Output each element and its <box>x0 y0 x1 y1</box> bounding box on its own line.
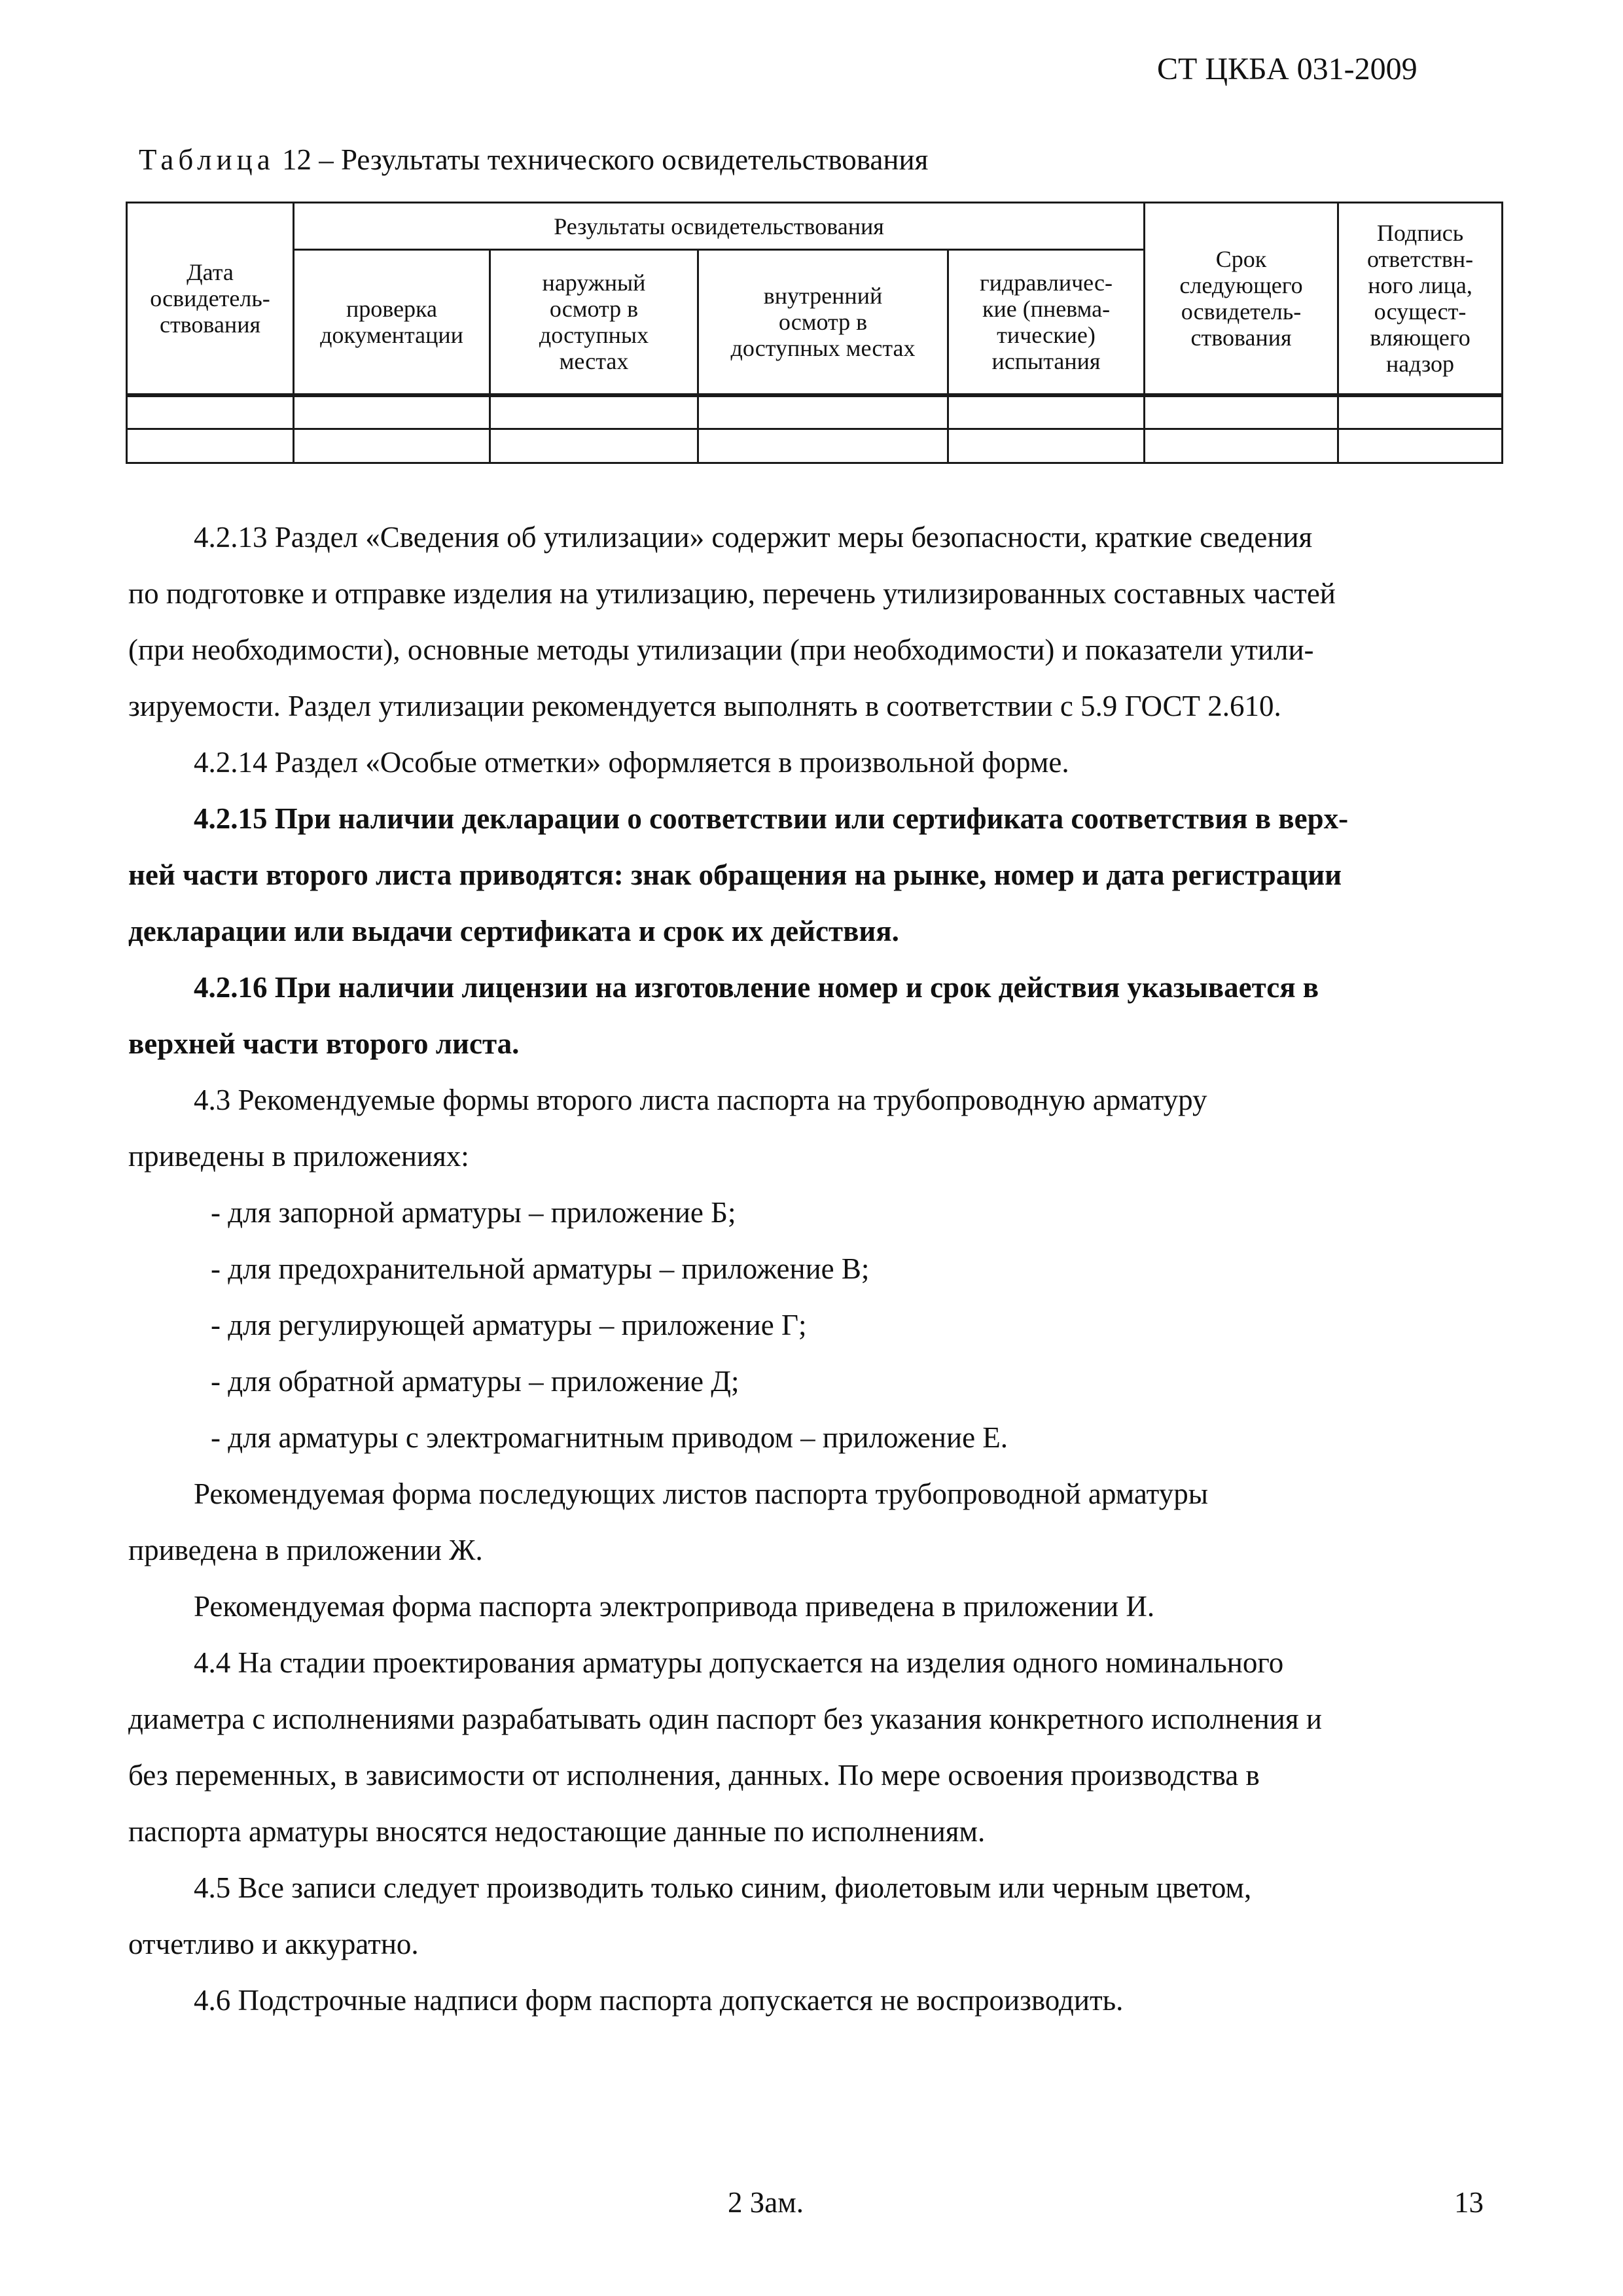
document-code: СТ ЦКБА 031-2009 <box>1157 52 1418 86</box>
change-note: 2 Зам. <box>728 2186 804 2219</box>
column-group-results: Результаты освидетельствования <box>294 203 1145 250</box>
paragraph-line: без переменных, в зависимости от исполнения, данных. По мере освоения производства в <box>128 1759 1260 1792</box>
paragraph-4-2-13 <box>128 509 1500 734</box>
paragraph-4-6 <box>128 1972 1500 2028</box>
table-cell <box>127 429 294 463</box>
table-cell <box>1338 395 1503 429</box>
paragraph-line: 4.2.16 При наличии лицензии на изготовление номер и срок действия указывается в <box>194 971 1319 1004</box>
column-header-next-inspection: Срок следующего освидетель- ствования <box>1145 203 1338 395</box>
column-header-external-inspection: наружный осмотр в доступных местах <box>490 250 698 395</box>
paragraph-line: декларации или выдачи сертификата и срок их действия. <box>128 915 899 947</box>
paragraph-line: (при необходимости), основные методы утилизации (при необходимости) и показатели утили- <box>128 633 1314 666</box>
paragraph-4-2-15 <box>128 790 1500 959</box>
table-cell <box>490 429 698 463</box>
inspection-results-table <box>126 202 1503 464</box>
list-item: - для регулирующей арматуры – приложение Г; <box>211 1309 807 1341</box>
paragraph-4-4 <box>128 1634 1500 1860</box>
table-caption-title: 12 – Результаты технического освидетельствования <box>274 143 929 176</box>
list-item: - для предохранительной арматуры – приложение В; <box>211 1252 870 1285</box>
table-cell <box>698 429 948 463</box>
paragraph-line: 4.5 Все записи следует производить только синим, фиолетовым или черным цветом, <box>194 1871 1252 1904</box>
column-header-hydraulic-tests: гидравличес- кие (пневма- тические) испытания <box>948 250 1145 395</box>
list-item: - для обратной арматуры – приложение Д; <box>211 1365 740 1398</box>
paragraph-line: 4.2.14 Раздел «Особые отметки» оформляется в произвольной форме. <box>194 746 1069 779</box>
list-item: - для арматуры с электромагнитным приводом – приложение Е. <box>211 1421 1008 1454</box>
paragraph-4-2-16 <box>128 959 1500 1072</box>
paragraph-line: ней части второго листа приводятся: знак обращения на рынке, номер и дата регистрации <box>128 858 1342 891</box>
table-cell <box>698 395 948 429</box>
paragraph-next-sheets <box>128 1466 1500 1578</box>
table-row-empty <box>127 429 1503 463</box>
table-cell <box>490 395 698 429</box>
paragraph-line: по подготовке и отправке изделия на утилизацию, перечень утилизированных составных частей <box>128 577 1336 610</box>
paragraph-line: Рекомендуемая форма последующих листов паспорта трубопроводной арматуры <box>194 1477 1208 1510</box>
paragraph-line: отчетливо и аккуратно. <box>128 1928 419 1960</box>
table-cell <box>294 395 490 429</box>
table-caption <box>139 143 928 177</box>
table-row-empty <box>127 395 1503 429</box>
paragraph-line: 4.3 Рекомендуемые формы второго листа паспорта на трубопроводную арматуру <box>194 1084 1207 1116</box>
list-item: - для запорной арматуры – приложение Б; <box>211 1196 736 1229</box>
paragraph-line: верхней части второго листа. <box>128 1027 520 1060</box>
column-header-internal-inspection: внутренний осмотр в доступных местах <box>698 250 948 395</box>
page-number: 13 <box>1454 2186 1484 2219</box>
table-cell <box>1338 429 1503 463</box>
table-cell <box>1145 395 1338 429</box>
paragraph-drive-passport <box>128 1578 1500 1634</box>
paragraph-line: 4.2.13 Раздел «Сведения об утилизации» содержит меры безопасности, краткие сведения <box>194 521 1313 554</box>
table-cell <box>948 395 1145 429</box>
table-cell <box>294 429 490 463</box>
paragraph-line: зируемости. Раздел утилизации рекомендуется выполнять в соответствии с 5.9 ГОСТ 2.610. <box>128 690 1281 722</box>
paragraph-line: диаметра с исполнениями разрабатывать один паспорт без указания конкретного исполнения и <box>128 1703 1322 1735</box>
paragraph-line: приведены в приложениях: <box>128 1140 469 1173</box>
paragraph-line: 4.2.15 При наличии декларации о соответствии или сертификата соответствия в верх- <box>194 802 1349 835</box>
paragraph-4-5 <box>128 1860 1500 1972</box>
paragraph-line: 4.4 На стадии проектирования арматуры допускается на изделия одного номинального <box>194 1646 1284 1679</box>
column-header-date: Дата освидетель- ствования <box>127 203 294 395</box>
table-caption-label: Таблица <box>139 143 275 176</box>
column-header-documents: проверка документации <box>294 250 490 395</box>
column-header-signature: Подпись ответствн- ного лица, осущест- вляющего надзор <box>1338 203 1503 395</box>
table-cell <box>1145 429 1338 463</box>
paragraph-line: Рекомендуемая форма паспорта электропривода приведена в приложении И. <box>194 1590 1155 1623</box>
paragraph-line: паспорта арматуры вносятся недостающие данные по исполнениям. <box>128 1815 986 1848</box>
table-cell <box>948 429 1145 463</box>
paragraph-4-2-14 <box>128 734 1500 790</box>
table-cell <box>127 395 294 429</box>
paragraph-4-3 <box>128 1072 1500 1184</box>
appendix-list <box>128 1184 1500 1466</box>
paragraph-line: 4.6 Подстрочные надписи форм паспорта допускается не воспроизводить. <box>194 1984 1124 2017</box>
paragraph-line: приведена в приложении Ж. <box>128 1534 483 1566</box>
